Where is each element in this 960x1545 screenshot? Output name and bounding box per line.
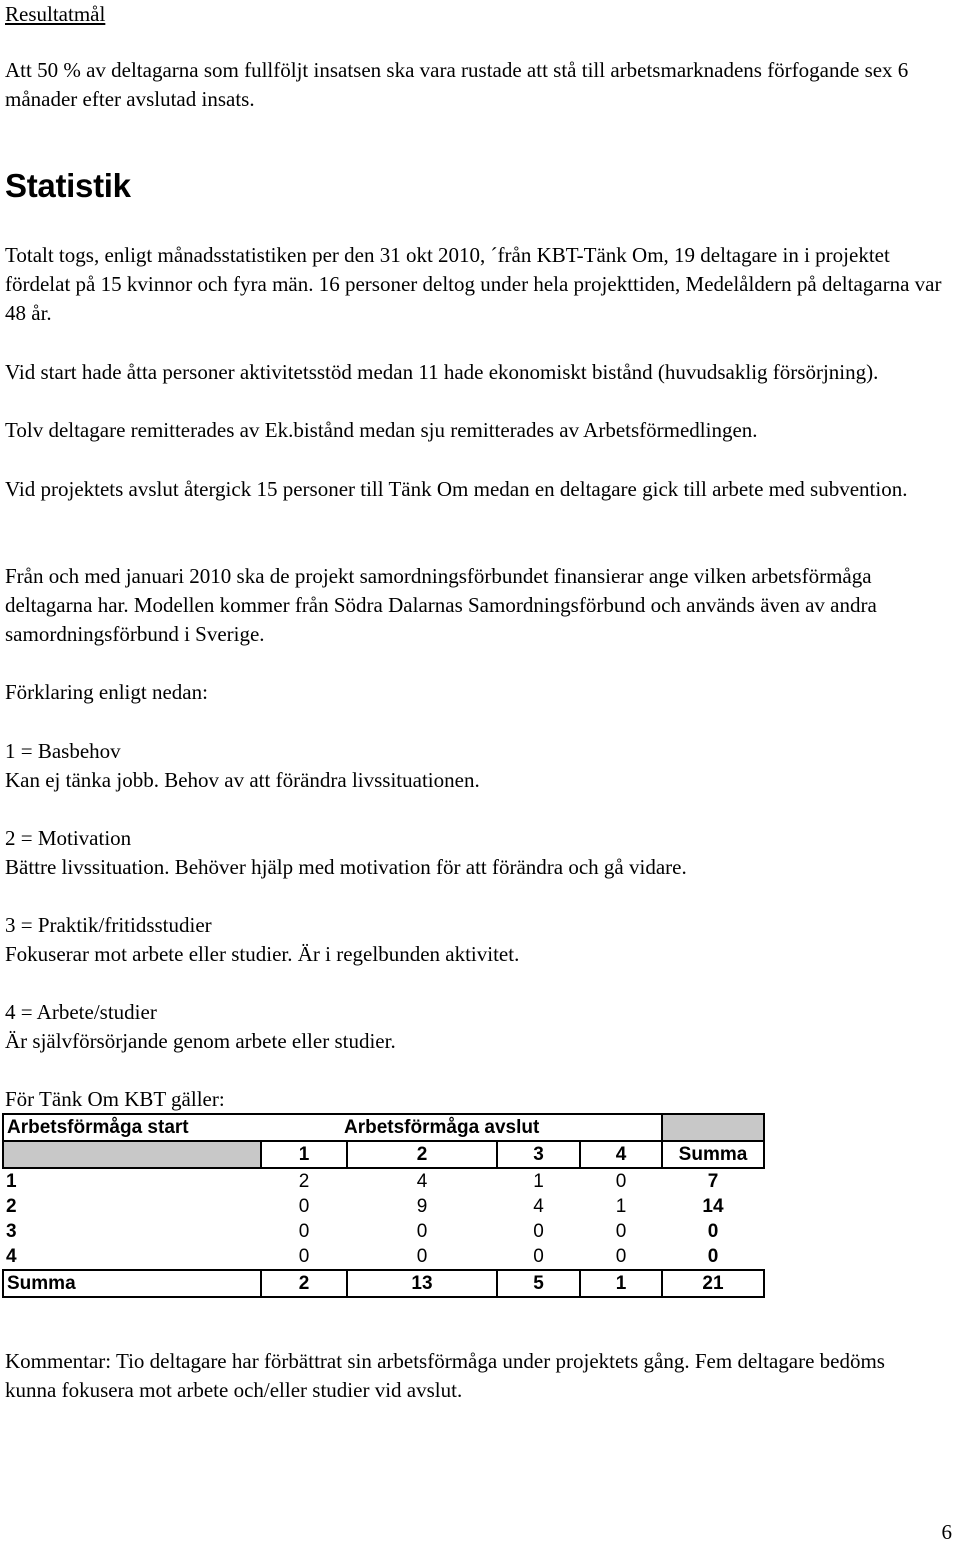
row-label-summa: Summa — [3, 1270, 261, 1297]
goal-text: Att 50 % av deltagarna som fullföljt insatsen ska vara rustade att stå till arbetsmarknadens förfogande sex 6 månader efter avslutad insats. — [5, 58, 909, 111]
page-number: 6 — [941, 1520, 952, 1544]
table-cell-sum: 13 — [347, 1270, 497, 1297]
table-cell: 0 — [533, 1246, 544, 1267]
table-cell: 0 — [615, 1246, 627, 1267]
stats-paragraph-4: Från och med januari 2010 ska de projekt samordningsförbundet finansierar ange vilken arbetsförmåga deltagarna har. Modellen kommer från Södra Dalarnas Samordningsförbund och används även av andra samordningsförbund i Sverige. — [5, 564, 877, 646]
table-cell: 1 — [533, 1171, 544, 1192]
table-intro: För Tänk Om KBT gäller: — [5, 1087, 225, 1111]
level-4-desc: Är självförsörjande genom arbete eller studier. — [5, 1029, 396, 1053]
work-ability-table — [2, 1113, 765, 1298]
level-3 — [5, 911, 955, 969]
table-cell-total: 21 — [662, 1270, 764, 1297]
heading-statistics: Statistik — [5, 167, 131, 204]
table-cell: 2 — [298, 1171, 310, 1192]
table-row — [3, 1194, 764, 1219]
table-cell: 4 — [533, 1196, 544, 1217]
table-cell-sum: 14 — [702, 1196, 724, 1217]
stats-paragraph-2a: Vid start hade åtta personer aktivitetsstöd medan 11 hade ekonomiskt bistånd (huvudsaklig försörjning). — [5, 360, 879, 384]
col-header-4: 4 — [580, 1141, 662, 1168]
comment: Kommentar: Tio deltagare har förbättrat sin arbetsförmåga under projektets gång. Fem deltagare bedöms kunna fokusera mot arbete och/eller studier vid avslut. — [5, 1349, 885, 1402]
table-header-row — [3, 1114, 764, 1141]
header-end: Arbetsförmåga avslut — [347, 1114, 662, 1141]
level-1-desc: Kan ej tänka jobb. Behov av att förändra livssituationen. — [5, 768, 480, 792]
level-1 — [5, 737, 955, 795]
explanation-intro: Förklaring enligt nedan: — [5, 680, 208, 704]
level-4 — [5, 998, 955, 1056]
table-cell: 0 — [615, 1221, 627, 1242]
table-cell: 4 — [416, 1171, 428, 1192]
table-cell-sum: 1 — [580, 1270, 662, 1297]
table-cell: 0 — [416, 1246, 428, 1267]
level-2 — [5, 824, 955, 882]
stats-paragraph-2b: Tolv deltagare remitterades av Ek.bistånd medan sju remitterades av Arbetsförmedlingen. — [5, 418, 758, 442]
row-label: 2 — [6, 1196, 17, 1217]
table-column-row — [3, 1141, 764, 1168]
level-2-desc: Bättre livssituation. Behöver hjälp med motivation för att förändra och gå vidare. — [5, 855, 687, 879]
table-row — [3, 1219, 764, 1244]
row-label: 1 — [6, 1171, 17, 1192]
row-label: 4 — [6, 1246, 17, 1267]
table-cell: 0 — [615, 1171, 627, 1192]
stats-paragraph-1: Totalt togs, enligt månadsstatistiken per den 31 okt 2010, ´från KBT-Tänk Om, 19 deltagare in i projektet fördelat på 15 kvinnor och fyra män. 16 personer deltog under hela projekttiden, Medelåldern på deltagarna var 48 år. — [5, 243, 942, 325]
col-header-1: 1 — [261, 1141, 347, 1168]
table-cell-sum: 0 — [707, 1246, 719, 1267]
col-header-2: 2 — [347, 1141, 497, 1168]
table-row — [3, 1244, 764, 1270]
table-cell-sum: 2 — [261, 1270, 347, 1297]
stats-paragraph-3: Vid projektets avslut återgick 15 personer till Tänk Om medan en deltagare gick till arbete med subvention. — [5, 477, 908, 501]
level-1-title: 1 = Basbehov — [5, 739, 121, 763]
level-3-desc: Fokuserar mot arbete eller studier. Är i regelbunden aktivitet. — [5, 942, 520, 966]
header-start: Arbetsförmåga start — [3, 1114, 261, 1141]
table-cell: 0 — [298, 1221, 310, 1242]
table-cell: 0 — [298, 1246, 310, 1267]
col-header-summa: Summa — [662, 1141, 764, 1168]
table-row — [3, 1168, 764, 1194]
table-cell-sum: 7 — [707, 1171, 719, 1192]
table-cell-sum: 5 — [497, 1270, 580, 1297]
table-cell: 1 — [615, 1196, 627, 1217]
level-4-title: 4 = Arbete/studier — [5, 1000, 157, 1024]
table-cell-sum: 0 — [707, 1221, 719, 1242]
col-header-3: 3 — [497, 1141, 580, 1168]
level-2-title: 2 = Motivation — [5, 826, 132, 850]
table-cell: 0 — [416, 1221, 428, 1242]
table-cell: 0 — [298, 1196, 310, 1217]
table-sum-row — [3, 1270, 764, 1297]
table-cell: 9 — [416, 1196, 428, 1217]
table-cell: 0 — [533, 1221, 544, 1242]
heading-result: Resultatmål — [5, 2, 106, 26]
row-label: 3 — [6, 1221, 17, 1242]
level-3-title: 3 = Praktik/fritidsstudier — [5, 913, 212, 937]
